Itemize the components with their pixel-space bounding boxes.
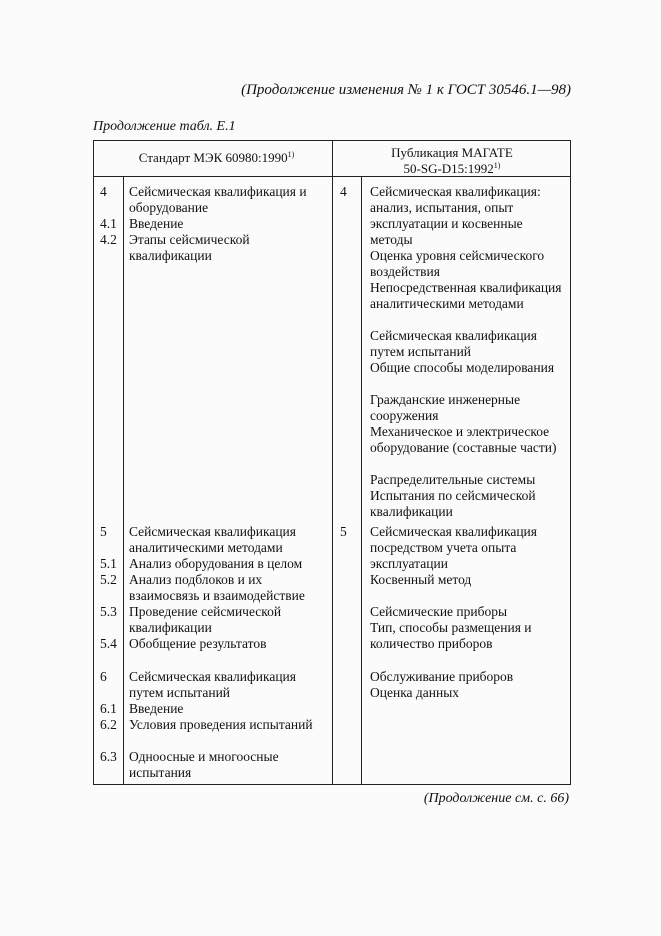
section-title: Проведение сейсмической квалификации [129, 604, 282, 635]
section-title: Тип, способы размещения и количество приборов [370, 620, 532, 651]
right-header-line2: 50-SG-D15:1992$^{1)}$ [403, 161, 501, 176]
right-header-line1: Публикация МАГАТЕ [391, 145, 513, 160]
section-title: Непосредственная квалификация аналитическими методами [370, 280, 562, 311]
section-title: Сейсмическая квалификация: анализ, испытания, опыт эксплуатации и косвенные методы [370, 184, 541, 247]
section-title: Гражданские инженерные сооружения [370, 392, 521, 423]
section-title: Сейсмическая квалификация посредством учета опыта эксплуатации [370, 524, 537, 571]
section-title: Механическое и электрическое оборудование (составные части) [370, 424, 557, 455]
section-title: Обобщение результатов [129, 636, 267, 651]
section-number: 5.2 [100, 572, 117, 587]
continuation-header: (Продолжение изменения № 1 к ГОСТ 30546.1—98) [241, 82, 571, 98]
section-title: Общие способы моделирования [370, 360, 555, 375]
section-title: Сейсмические приборы [370, 604, 508, 619]
section-title: Условия проведения испытаний [129, 717, 313, 732]
section-number: 6.2 [100, 717, 117, 732]
section-title: Распределительные системы [370, 472, 536, 487]
section-number: 4 [340, 184, 347, 199]
section-number: 5.3 [100, 604, 117, 619]
section-title: Этапы сейсмической квалификации [129, 232, 250, 263]
section-number: 4.1 [100, 216, 117, 231]
section-number: 6.3 [100, 749, 117, 764]
section-number: 5 [100, 524, 107, 539]
section-title: Анализ оборудования в целом [129, 556, 303, 571]
section-title: Испытания по сейсмической квалификации [370, 488, 536, 519]
section-title: Введение [129, 216, 184, 231]
continuation-footer: (Продолжение см. с. 66) [423, 791, 569, 806]
section-title: Сейсмическая квалификация путем испытаний [129, 669, 296, 700]
section-title: Сейсмическая квалификация путем испытаний [370, 328, 537, 359]
section-title: Анализ подблоков и их взаимосвязь и взаимодействие [129, 572, 305, 603]
section-number: 5.4 [100, 636, 117, 651]
section-number: 5 [340, 524, 347, 539]
right-column-header [334, 145, 570, 177]
section-title: Одноосные и многоосные испытания [129, 749, 279, 780]
column-divider-right-num [361, 176, 362, 784]
column-divider-left-num [123, 176, 124, 784]
section-title: Обслуживание приборов [370, 669, 514, 684]
section-title: Оценка данных [370, 685, 460, 700]
section-title: Оценка уровня сейсмического воздействия [370, 248, 545, 279]
section-title: Сейсмическая квалификация аналитическими методами [129, 524, 296, 555]
table-caption: Продолжение табл. Е.1 [93, 119, 236, 134]
section-number: 4.2 [100, 232, 117, 247]
section-number: 6.1 [100, 701, 117, 716]
section-number: 6 [100, 669, 107, 684]
column-divider-middle [332, 141, 333, 784]
section-title: Сейсмическая квалификация и оборудование [129, 184, 307, 215]
section-number: 5.1 [100, 556, 117, 571]
left-column-header: Стандарт МЭК 60980:1990$^{1)}$ [138, 150, 295, 165]
comparison-table [93, 140, 571, 785]
section-number: 4 [100, 184, 107, 199]
section-title: Косвенный метод [370, 572, 472, 587]
section-title: Введение [129, 701, 184, 716]
